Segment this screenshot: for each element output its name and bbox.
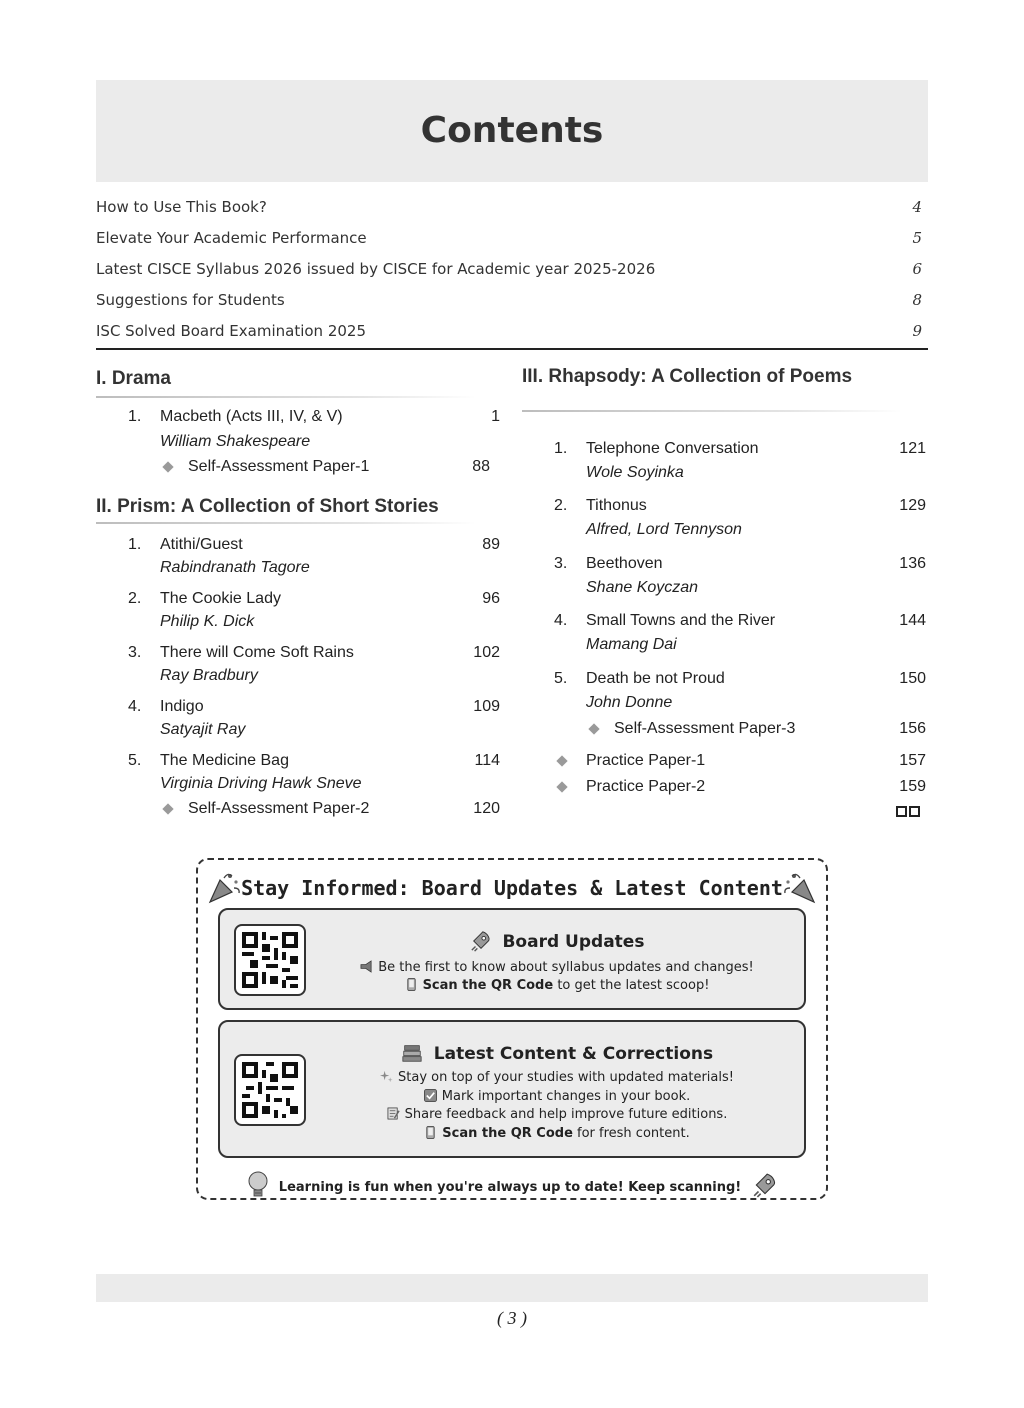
entry-page: 156 [899, 720, 926, 737]
entry-number: 3. [128, 644, 142, 661]
entry-title: ISC Solved Board Examination 2025 [96, 321, 366, 340]
section-underline [96, 522, 476, 524]
phone-icon [405, 978, 418, 991]
entry-title: Indigo [160, 698, 204, 715]
footer-band [96, 1274, 928, 1302]
line-text: for fresh content. [572, 1126, 690, 1141]
entry-number: 1. [128, 536, 142, 553]
entry-page: 9 [912, 321, 922, 340]
toc-entry-practice[interactable] [554, 752, 928, 774]
entry-author: Virginia Driving Hawk Sneve [160, 775, 362, 792]
entry-author: Rabindranath Tagore [160, 559, 310, 576]
diamond-bullet-icon [556, 781, 567, 792]
latest-content-line-1 [320, 1070, 794, 1085]
megaphone-icon [360, 960, 373, 973]
toc-entry[interactable] [554, 670, 928, 718]
rocket-icon [470, 930, 492, 952]
entry-title: Macbeth (Acts III, IV, & V) [160, 408, 343, 425]
list-item[interactable] [96, 284, 928, 315]
diamond-bullet-icon [588, 723, 599, 734]
entry-page: 1 [491, 408, 500, 425]
info-box-footer [198, 1170, 826, 1200]
footer-text: Learning is fun when you're always up to date! Keep scanning! [278, 1180, 742, 1195]
latest-content-line-2 [320, 1089, 794, 1104]
entry-author: Philip K. Dick [160, 613, 255, 630]
toc-entry[interactable] [554, 440, 928, 488]
entry-page: 8 [912, 290, 922, 309]
entry-title: There will Come Soft Rains [160, 644, 354, 661]
diamond-bullet-icon [556, 755, 567, 766]
qr-code-icon[interactable] [234, 924, 306, 996]
line-text: Be the first to know about syllabus updates and changes! [378, 960, 754, 975]
entry-number: 4. [128, 698, 142, 715]
toc-entry[interactable] [128, 752, 500, 798]
diamond-bullet-icon [162, 803, 173, 814]
line-text: Mark important changes in your book. [441, 1089, 691, 1104]
entry-page: 136 [899, 555, 926, 572]
contents-header [96, 80, 928, 182]
line-bold-text: Scan the QR Code [422, 978, 554, 993]
page-title: Contents [420, 110, 604, 151]
entry-number: 2. [554, 497, 568, 514]
entry-number: 4. [554, 612, 568, 629]
entry-title: Death be not Proud [586, 670, 725, 687]
heading-text: Board Updates [502, 932, 645, 952]
entry-page: 159 [899, 778, 926, 795]
entry-number: 1. [128, 408, 142, 425]
diamond-bullet-icon [162, 461, 173, 472]
entry-author: William Shakespeare [160, 433, 311, 450]
entry-page: 114 [474, 752, 500, 769]
entry-title: Small Towns and the River [586, 612, 776, 629]
board-updates-line-1 [320, 960, 794, 975]
entry-title: Practice Paper-1 [586, 752, 706, 769]
toc-entry-assessment[interactable] [160, 800, 500, 822]
latest-content-card [218, 1020, 806, 1158]
books-icon [401, 1042, 423, 1064]
entry-number: 2. [128, 590, 142, 607]
phone-icon [424, 1126, 437, 1139]
qr-code-icon[interactable] [234, 1054, 306, 1126]
entry-page: 120 [473, 800, 500, 817]
line-text: Stay on top of your studies with updated materials! [398, 1070, 734, 1085]
list-item[interactable] [96, 223, 928, 254]
entry-page: 88 [472, 458, 490, 475]
toc-entry-assessment[interactable] [160, 458, 492, 480]
board-updates-heading [320, 930, 794, 952]
section-underline [96, 396, 476, 398]
entry-title: Beethoven [586, 555, 663, 572]
entry-page: 109 [473, 698, 500, 715]
entry-title: The Medicine Bag [160, 752, 289, 769]
entry-number: 5. [554, 670, 568, 687]
entry-page: 6 [912, 259, 922, 278]
list-item[interactable] [96, 254, 928, 285]
entry-author: Satyajit Ray [160, 721, 246, 738]
entry-page: 5 [912, 229, 922, 248]
heading-text: Latest Content & Corrections [433, 1044, 714, 1064]
entry-title: Tithonus [586, 497, 647, 514]
end-mark-icon [896, 806, 920, 817]
entry-title: The Cookie Lady [160, 590, 281, 607]
stay-informed-box [196, 858, 828, 1200]
toc-entry[interactable] [554, 612, 928, 660]
line-bold-text: Scan the QR Code [442, 1126, 573, 1141]
entry-page: 144 [899, 612, 926, 629]
entry-page: 96 [482, 590, 500, 607]
toc-entry[interactable] [128, 590, 500, 636]
entry-page: 129 [899, 497, 926, 514]
entry-author: Mamang Dai [586, 636, 677, 653]
entry-number: 5. [128, 752, 142, 769]
toc-entry[interactable] [128, 408, 504, 458]
memo-icon [387, 1107, 400, 1120]
board-updates-line-2 [320, 978, 794, 993]
sparkles-icon [380, 1070, 393, 1083]
line-text: Share feedback and help improve future editions. [404, 1107, 728, 1122]
front-matter-list [96, 192, 928, 346]
entry-title: Atithi/Guest [160, 536, 243, 553]
lightbulb-icon [246, 1170, 270, 1200]
entry-author: Alfred, Lord Tennyson [586, 521, 742, 538]
entry-title: Practice Paper-2 [586, 778, 706, 795]
entry-number: 1. [554, 440, 568, 457]
entry-title: Self-Assessment Paper-2 [188, 800, 370, 817]
info-box-title: Stay Informed: Board Updates & Latest Content [241, 876, 783, 900]
line-text: to get the latest scoop! [553, 978, 710, 993]
entry-number: 3. [554, 555, 568, 572]
entry-author: Ray Bradbury [160, 667, 258, 684]
entry-title: Telephone Conversation [586, 440, 759, 457]
page-number: ( 3 ) [497, 1308, 527, 1328]
toc-entry[interactable] [554, 555, 928, 603]
entry-title: How to Use This Book? [96, 198, 267, 217]
board-updates-card [218, 908, 806, 1010]
entry-page: 150 [899, 670, 926, 687]
toc-entry-assessment[interactable] [586, 720, 928, 742]
entry-title: Self-Assessment Paper-3 [614, 720, 796, 737]
latest-content-line-3 [320, 1107, 794, 1122]
latest-content-heading [320, 1042, 794, 1064]
section-title-drama: I. Drama [96, 368, 171, 389]
list-item[interactable] [96, 315, 928, 346]
entry-title: Self-Assessment Paper-1 [188, 458, 370, 475]
entry-page: 121 [899, 440, 926, 457]
toc-entry[interactable] [128, 536, 500, 582]
entry-page: 4 [912, 198, 922, 217]
entry-title: Latest CISCE Syllabus 2026 issued by CISCE for Academic year 2025-2026 [96, 259, 656, 278]
entry-page: 102 [473, 644, 500, 661]
entry-title: Suggestions for Students [96, 290, 285, 309]
toc-entry[interactable] [128, 698, 500, 744]
toc-entry-practice[interactable] [554, 778, 928, 800]
toc-entry[interactable] [554, 497, 928, 545]
entry-author: John Donne [586, 694, 673, 711]
checkbox-icon [424, 1089, 437, 1102]
toc-entry[interactable] [128, 644, 500, 690]
section-title-rhapsody: III. Rhapsody: A Collection of Poems [522, 366, 853, 387]
section-title-prism: II. Prism: A Collection of Short Stories [96, 496, 439, 517]
list-item[interactable] [96, 192, 928, 223]
entry-author: Shane Koyczan [586, 579, 699, 596]
entry-author: Wole Soyinka [586, 464, 684, 481]
section-divider [96, 348, 928, 350]
entry-page: 157 [899, 752, 926, 769]
entry-title: Elevate Your Academic Performance [96, 229, 367, 248]
section-underline [522, 410, 902, 412]
latest-content-line-4 [320, 1126, 794, 1141]
entry-page: 89 [482, 536, 500, 553]
rocket-icon [752, 1172, 778, 1198]
